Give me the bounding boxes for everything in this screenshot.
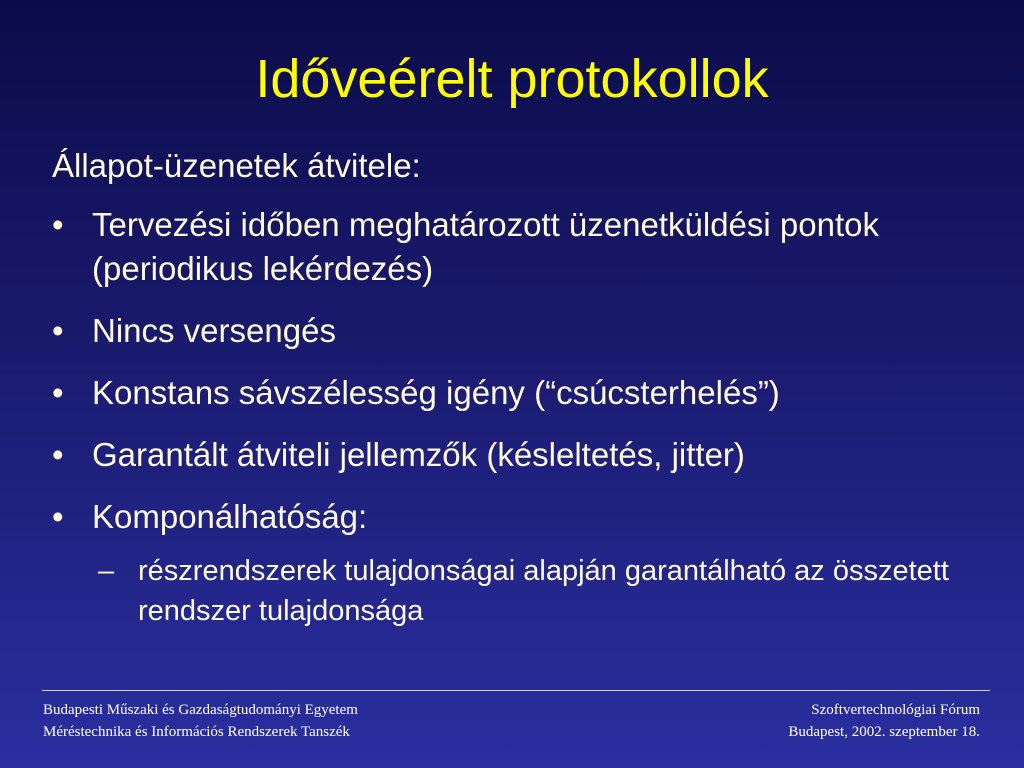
intro-line: Állapot-üzenetek átvitele: xyxy=(52,147,421,184)
footer-university: Budapesti Műszaki és Gazdaságtudományi Egyetem xyxy=(43,702,358,718)
footer-department: Méréstechnika és Információs Rendszerek Tanszék xyxy=(43,724,350,740)
bullet-marker: • xyxy=(52,374,64,411)
bullet-item xyxy=(52,371,1002,415)
bullet-text: Komponálhatóság: xyxy=(92,498,368,535)
bullet-marker: • xyxy=(52,206,64,243)
slide-title: Időveérelt protokollok xyxy=(255,49,769,109)
bullet-item xyxy=(52,203,1002,291)
footer-date: Budapest, 2002. szeptember 18. xyxy=(788,724,980,740)
bullet-item xyxy=(52,495,1002,539)
bullet-text: Konstans sávszélesség igény (“csúcsterhelés”) xyxy=(92,374,780,411)
dash-marker: – xyxy=(98,555,115,587)
footer-divider xyxy=(42,690,990,691)
bullet-item xyxy=(52,309,1002,353)
sub-bullet-item xyxy=(52,551,1002,631)
slide-content xyxy=(52,143,1002,631)
bullet-marker: • xyxy=(52,498,64,535)
sub-bullet-text: részrendszerek tulajdonságai alapján garantálható az összetett rendszer tulajdonsága xyxy=(138,555,949,627)
bullet-text: Nincs versengés xyxy=(92,312,336,349)
bullet-marker: • xyxy=(52,436,64,473)
bullet-item xyxy=(52,433,1002,477)
footer-event: Szoftvertechnológiai Fórum xyxy=(811,702,980,718)
footer-left xyxy=(43,699,358,743)
bullet-text: Tervezési időben meghatározott üzenetküldési pontok (periodikus lekérdezés) xyxy=(92,206,879,287)
bullet-text: Garantált átviteli jellemzők (késleltetés, jitter) xyxy=(92,436,745,473)
footer-right xyxy=(788,699,980,743)
bullet-marker: • xyxy=(52,312,64,349)
